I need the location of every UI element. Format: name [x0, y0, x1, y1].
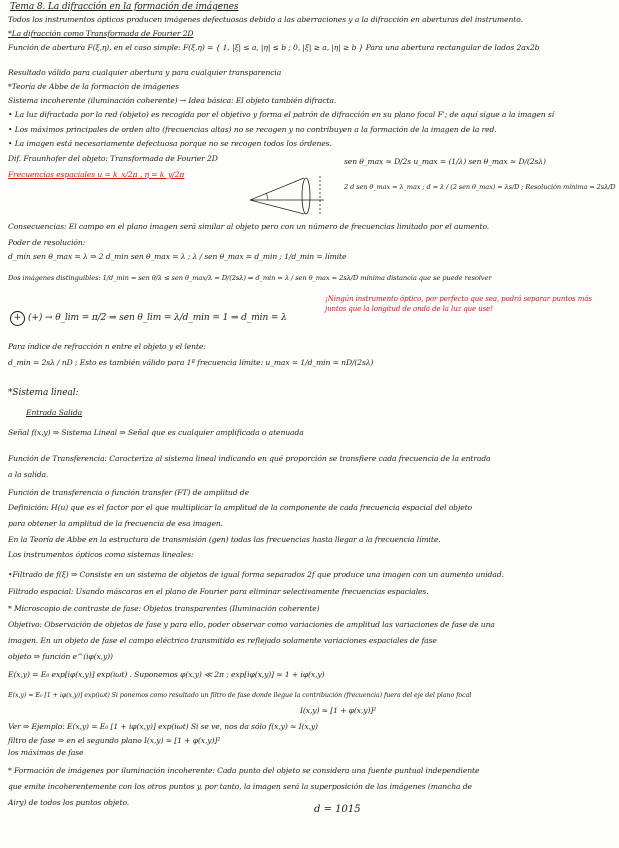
equation-line: los máximos de fase	[8, 748, 84, 757]
equation-line: I(x,y) ≈ [1 + φ(x,y)]²	[300, 706, 377, 715]
note-line: Filtrado espacial: Usando máscaras en el plano de Fourier para eliminar selectivamente frecuencias espaciales.	[8, 587, 429, 596]
note-heading: *Sistema lineal:	[8, 388, 79, 398]
note-line: •Filtrado de f(ξ) ⇒ Consiste en un sistema de objetos de igual forma separados 2f que produce una imagen con un aumento unidad.	[8, 570, 504, 579]
note-line: a la salida.	[8, 470, 49, 479]
note-heading: * Microscopio de contraste de fase: Objetos transparentes (Iluminación coherente)	[8, 604, 320, 613]
equation-line: d_min sen θ_max = λ ⇒ 2 d_min sen θ_max = λ ; λ / sen θ_max = d_min ; 1/d_min = límite	[8, 252, 347, 261]
note-line: Entrada Salida	[26, 408, 83, 417]
equation-line: sen θ_max ≈ D/2s u_max = (1/λ) sen θ_max ≈ D/(2sλ)	[344, 157, 546, 166]
section-title: Tema 8. La difracción en la formación de imágenes	[10, 2, 239, 12]
note-line: • Los máximos principales de orden alto (frecuencias altas) no se recogen y no contribuyen a la formación de la imagen de la red.	[8, 125, 497, 134]
note-line: Consecuencias: El campo en el plano imagen será similar al objeto pero con un número de frecuencias limitado por el aumento.	[8, 222, 490, 231]
plus-circle-icon: +	[10, 311, 25, 326]
note-line-highlight: ¡Ningún instrumento óptico, por perfecto que sea, podrá separar puntos más juntos que la longitud de onda de la luz que use!	[325, 295, 592, 313]
note-line: Función de Transferencia: Caracteriza al sistema lineal indicando en qué proporción se transfiere cada frecuencia de la entrada	[8, 454, 491, 463]
note-line: imagen. En un objeto de fase el campo eléctrico transmitido es reflejado solamente variaciones espaciales de fase	[8, 636, 437, 645]
note-line: • La luz difractada por la red (objeto) es recogida por el objetivo y forma el patrón de difracción en su plano focal F'; de aquí sigue a la imagen sí	[8, 110, 555, 119]
note-line: Señal f(x,y) ⇒ Sistema Lineal ⇒ Señal que es cualquier amplificada o atenuada	[8, 428, 304, 437]
equation-line: E(x,y) ≈ E₀ [1 + iφ(x,y)] exp(iωt) Si ponemos como resultado un filtro de fase donde llegue la contribución (frecuencia) fuera del eje del plano focal	[8, 691, 472, 699]
lens-diagram	[248, 170, 328, 216]
equation-line: objeto ⇒ función e^(iφ(x,y))	[8, 652, 113, 661]
note-line: Función de abertura F(ξ,η), en el caso simple: F(ξ,η) = { 1, |ξ| ≤ a, |η| ≤ b ; 0, |ξ| ≥ a, |η| ≥ b } Para una abertura rectangular de lados 2ax2b	[8, 43, 540, 52]
note-line: que emite incoherentemente con los otros puntos y, por tanto, la imagen será la superposición de las imágenes (mancha de	[8, 782, 472, 791]
note-line: En la Teoría de Abbe en la estructura de transmisión (gen) todas las frecuencias hasta llegar a la frecuencia límite.	[8, 535, 441, 544]
note-line: Sistema incoherente (iluminación coherente) → Idea básica: El objeto también difracta.	[8, 96, 337, 105]
note-line-highlight: Frecuencias espaciales u = k_x/2π , η = k_y/2π	[8, 170, 185, 179]
page-number: d = 1015	[314, 804, 361, 815]
note-line: Objetivo: Observación de objetos de fase y para ello, poder observar como variaciones de amplitud las variaciones de fase de una	[8, 620, 495, 629]
equation-line: filtro de fase ⇒ en el segundo plano I(x,y) ≈ [1 + φ(x,y)]²	[8, 736, 221, 745]
note-line: para obtener la amplitud de la frecuencia de esa imagen.	[8, 519, 223, 528]
note-line: Para índice de refracción n entre el objeto y el lente:	[8, 342, 206, 351]
note-heading: *La difracción como Transformada de Fourier 2D	[8, 29, 194, 38]
note-line: Los instrumentos ópticos como sistemas lineales:	[8, 550, 194, 559]
note-line: • La imagen está necesariamente defectuosa porque no se recogen todos los órdenes.	[8, 139, 332, 148]
note-heading: *Teoría de Abbe de la formación de imágenes	[8, 82, 179, 91]
equation-line: 2 d sen θ_max = λ_max ; d = λ / (2 sen θ_max) = λs/D ; Resolución mínima = 2sλ/D	[344, 183, 616, 191]
note-heading: * Formación de imágenes por iluminación incoherente: Cada punto del objeto se considera una fuente puntual independiente	[8, 766, 480, 775]
equation-line: d_min = 2sλ / nD ; Esto es también válido para 1ª frecuencia límite: u_max = 1/d_min = nD/(2sλ)	[8, 358, 374, 367]
note-line: Todos los instrumentos ópticos producen imágenes defectuosas debido a las aberraciones y a la difracción en aberturas del instrumento.	[8, 15, 523, 24]
note-line: Dif. Fraunhofer del objeto: Transformada de Fourier 2D	[8, 154, 218, 163]
note-line: Definición: H(u) que es el factor por el que multiplicar la amplitud de la componente de cada frecuencia espacial del objeto	[8, 503, 473, 512]
note-line: Poder de resolución:	[8, 238, 86, 247]
equation-text: (+) → θ_lim = π/2 ⇒ sen θ_lim = λ/d_min = 1 ⇒ d_min = λ	[28, 313, 287, 323]
equation-line: Ver ⇒ Ejemplo: E(x,y) = E₀ [1 + iφ(x,y)] exp(iωt) Si se ve, nos da sólo f(x,y) ≈ I(x,y)	[8, 722, 318, 731]
note-line: Función de transferencia o función transfer (FT) de amplitud de	[8, 488, 249, 497]
equation-line	[10, 311, 287, 326]
note-line: Airy) de todos los puntos objeto.	[8, 798, 130, 807]
equation-line: E(x,y) = E₀ exp[iφ(x,y)] exp(iωt) . Suponemos φ(x,y) ≪ 2π ; exp[iφ(x,y)] ≈ 1 + iφ(x,y)	[8, 670, 325, 679]
note-line: Resultado válido para cualquier abertura y para cualquier transparencia	[8, 68, 282, 77]
equation-line: Dos imágenes distinguibles: 1/d_min = sen θ/λ ≤ sen θ_max/λ = D/(2sλ) ⇒ d_min = λ / sen θ_max = 2sλ/D mínima distancia que se puede resolver	[8, 274, 492, 282]
